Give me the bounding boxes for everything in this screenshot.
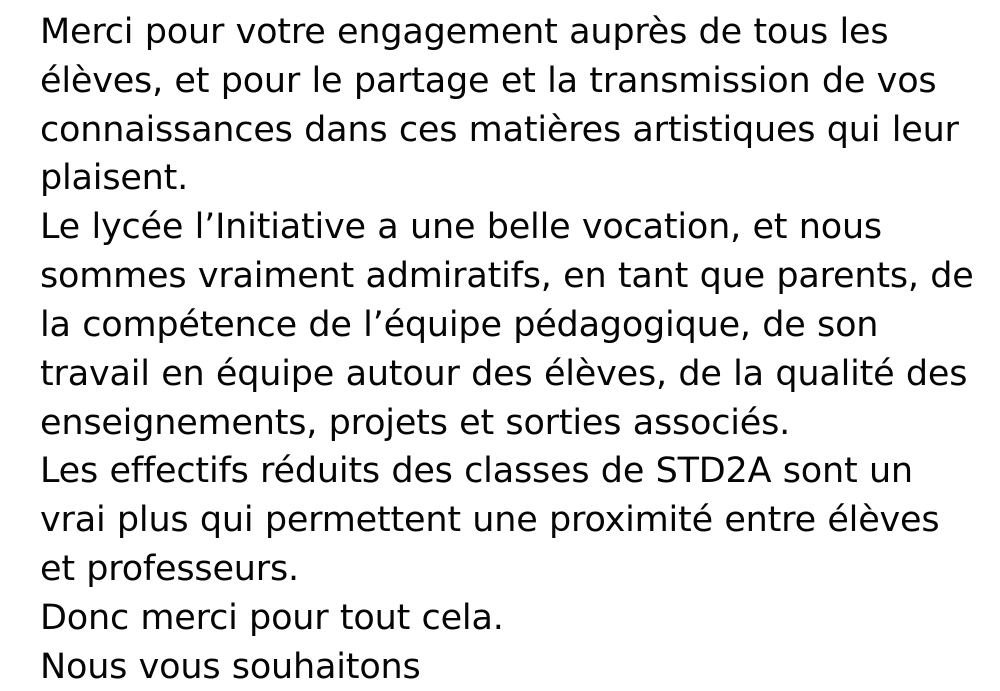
paragraph-4: Donc merci pour tout cela. [40, 597, 504, 638]
paragraph-5-truncated: Nous vous souhaitons [40, 646, 421, 687]
paragraph-3: Les effectifs réduits des classes de STD2A sont un vrai plus qui permettent une proximité entre élèves et professeurs. [40, 451, 940, 589]
paragraph-2: Le lycée l’Initiative a une belle vocation, et nous sommes vraiment admiratifs, en tant que parents, de la compétence de l’équipe pédagogique, de son travail en équipe autour des élèves, de la qualité des enseignements, projets et sorties associés. [40, 207, 974, 443]
document-body [40, 8, 978, 687]
paragraph-1: Merci pour votre engagement auprès de tous les élèves, et pour le partage et la transmission de vos connaissances dans ces matières artistiques qui leur plaisent. [40, 12, 959, 199]
